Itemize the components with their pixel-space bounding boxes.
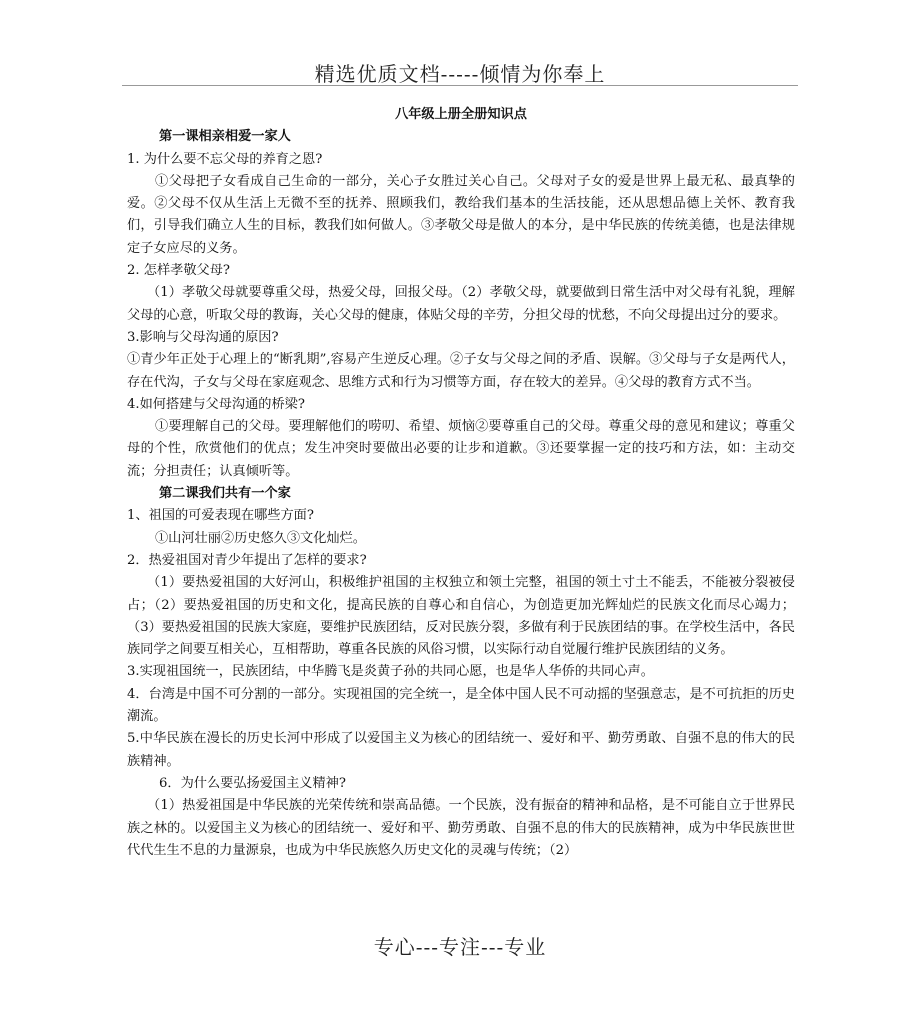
lesson-1-question-2: 2. 怎样孝敬父母? — [127, 263, 230, 279]
lesson-2-heading: 第二课我们共有一个家 — [159, 486, 291, 502]
lesson-1-answer-2: （1）孝敬父母就要尊重父母，热爱父母，回报父母。（2）孝敬父母，就要做到日常生活中对父母有礼貌，理解父母的心意，听取父母的教诲，关心父母的健康，体贴父母的辛劳，分担父母的忧愁，不向父母提出过分的要求。 — [127, 285, 795, 323]
lesson-1-question-4: 4.如何搭建与父母沟通的桥梁? — [127, 396, 305, 412]
page-footer: 专心---专注---专业 — [373, 935, 547, 959]
lesson-1-question-1: 1. 为什么要不忘父母的养育之恩? — [127, 151, 323, 167]
document-body — [127, 104, 795, 862]
lesson-1-question-3: 3.影响与父母沟通的原因? — [127, 329, 279, 345]
lesson-2-question-2: 2．热爱祖国对青少年提出了怎样的要求? — [127, 552, 367, 568]
lesson-2-question-6: 6．为什么要弘扬爱国主义精神? — [159, 775, 346, 791]
page-header: 精选优质文档-----倾情为你奉上 — [314, 62, 606, 86]
lesson-2-question-1: 1、祖国的可爱表现在哪些方面? — [127, 508, 314, 524]
lesson-2-answer-1: ①山河壮丽②历史悠久③文化灿烂。 — [155, 530, 366, 546]
lesson-2-answer-2: （1）要热爱祖国的大好河山，积极维护祖国的主权独立和领土完整，祖国的领土寸土不能丢，不能被分裂被侵占；（2）要热爱祖国的历史和文化，提高民族的自尊心和自信心，为创造更加光辉灿烂的民族文化而尽心竭力；（3）要热爱祖国的民族大家庭，要维护民族团结，反对民族分裂，多做有利于民族团结的事。在学校生活中，各民族同学之间要互相关心，互相帮助，尊重各民族的风俗习惯，以实际行动自觉履行维护民族团结的义务。 — [127, 575, 795, 658]
document-title: 八年级上册全册知识点 — [395, 107, 527, 122]
lesson-1-heading: 第一课相亲相爱一家人 — [159, 129, 291, 145]
lesson-2-point-3: 3.实现祖国统一，民族团结，中华腾飞是炎黄子孙的共同心愿，也是华人华侨的共同心声。 — [127, 664, 654, 680]
lesson-2-point-4: 4．台湾是中国不可分割的一部分。实现祖国的完全统一，是全体中国人民不可动摇的坚强意志，是不可抗拒的历史潮流。 — [127, 686, 795, 725]
header-divider — [122, 85, 798, 86]
lesson-1-answer-1: ①父母把子女看成自己生命的一部分，关心子女胜过关心自己。父母对子女的爱是世界上最无私、最真挚的爱。②父母不仅从生活上无微不至的抚养、照顾我们，教给我们基本的生活技能，还从思想品德上关怀、教育我们，引导我们确立人生的目标，教我们如何做人。③孝敬父母是做人的本分，是中华民族的传统美德，也是法律规定子女应尽的义务。 — [127, 173, 795, 256]
lesson-2-answer-6: （1）热爱祖国是中华民族的光荣传统和崇高品德。一个民族，没有振奋的精神和品格，是不可能自立于世界民族之林的。以爱国主义为核心的团结统一、爱好和平、勤劳勇敢、自强不息的伟大的民族精神，成为中华民族世世代代生生不息的力量源泉，也成为中华民族悠久历史文化的灵魂与传统；（2） — [127, 798, 795, 858]
lesson-2-point-5: 5.中华民族在漫长的历史长河中形成了以爱国主义为核心的团结统一、爱好和平、勤劳勇敢、自强不息的伟大的民族精神。 — [127, 731, 795, 769]
lesson-1-answer-4: ①要理解自己的父母。要理解他们的唠叨、希望、烦恼②要尊重自己的父母。尊重父母的意见和建议；尊重父母的个性，欣赏他们的优点；发生冲突时要做出必要的让步和道歉。③还要掌握一定的技巧和方法，如：主动交流；分担责任；认真倾听等。 — [127, 419, 795, 479]
lesson-1-answer-3: ①青少年正处于心理上的“断乳期”,容易产生逆反心理。②子女与父母之间的矛盾、误解。③父母与子女是两代人，存在代沟，子女与父母在家庭观念、思维方式和行为习惯等方面，存在较大的差异。④父母的教育方式不当。 — [127, 352, 795, 390]
